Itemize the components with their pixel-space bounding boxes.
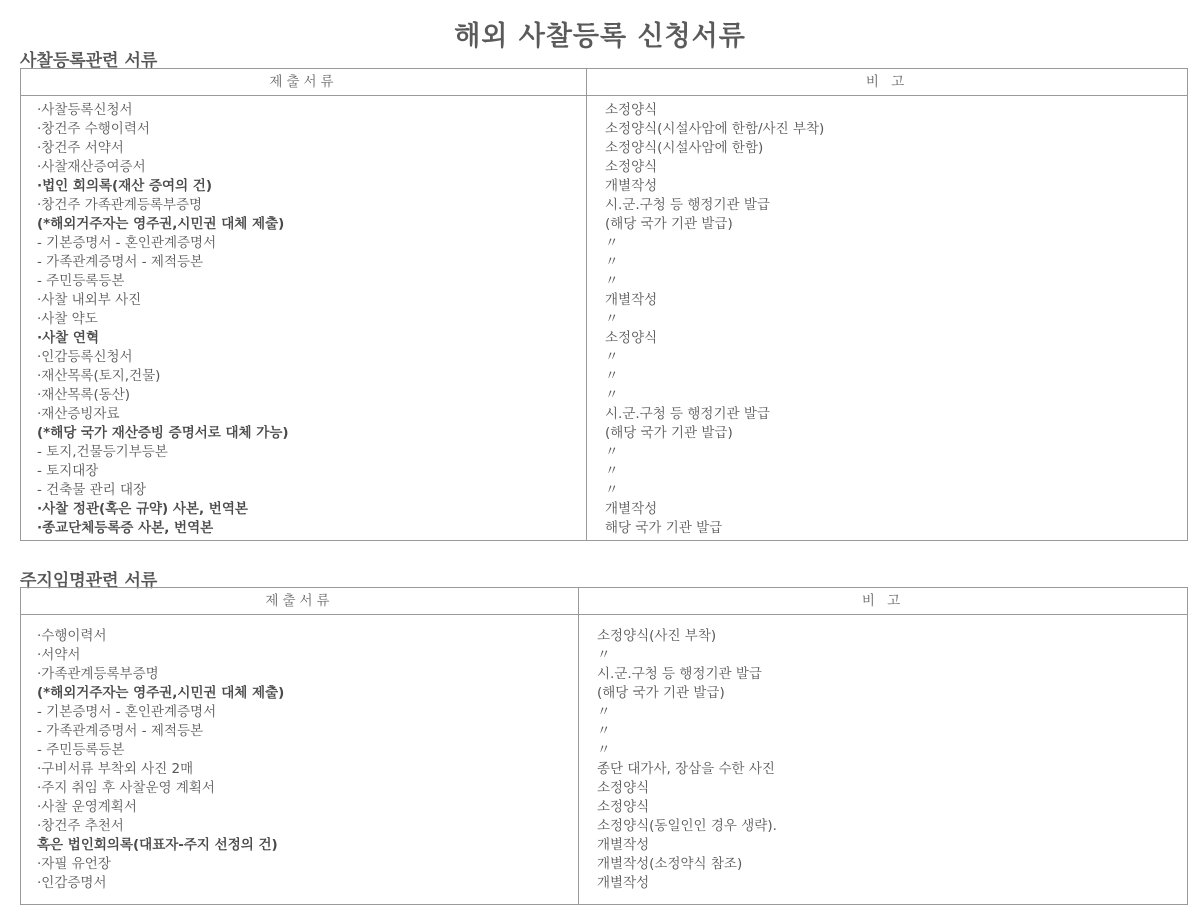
document-item: ·사찰 정관(혹은 규약) 사본, 번역본 (37, 501, 248, 517)
remark-item: 소정양식(동일인인 경우 생략). (597, 818, 777, 834)
document-item: ·인감증명서 (37, 875, 107, 891)
remark-item: 소정양식(시설사암에 한함/사진 부착) (605, 121, 825, 137)
document-item: ·재산목록(토지,건물) (37, 368, 161, 384)
document-item: ·사찰 약도 (37, 311, 98, 327)
remark-item: 〃 (597, 704, 611, 720)
document-item: ·사찰 내외부 사진 (37, 292, 142, 308)
document-item: ·창건주 가족관계등록부증명 (37, 197, 203, 213)
remark-item: 개별작성(소정약식 참조) (597, 856, 743, 872)
remark-item: (해당 국가 기관 발급) (605, 216, 733, 232)
remark-item: 소정양식 (605, 159, 658, 175)
document-item: - 토지,건물등기부등본 (37, 444, 168, 460)
document-item: ·종교단체등록증 사본, 번역본 (37, 520, 214, 536)
document-item: (*해외거주자는 영주권,시민권 대체 제출) (37, 685, 285, 701)
documents-column (37, 627, 284, 893)
remark-item: 시.군.구청 등 행정기관 발급 (597, 666, 762, 682)
remark-item: (해당 국가 기관 발급) (605, 425, 733, 441)
remark-item: 종단 대가사, 장삼을 수한 사진 (597, 761, 775, 777)
remark-item: 〃 (605, 349, 619, 365)
remark-item: 〃 (605, 273, 619, 289)
document-item: - 주민등록등본 (37, 742, 125, 758)
page-title: 해외 사찰등록 신청서류 (454, 21, 746, 52)
remarks-column (597, 627, 777, 893)
remark-item: 〃 (605, 463, 619, 479)
remark-item: 소정양식(시설사암에 한함) (605, 140, 764, 156)
table-header (21, 588, 1187, 615)
remark-item: 〃 (605, 482, 619, 498)
document-item: - 기본증명서 - 혼인관계증명서 (37, 235, 217, 251)
column-divider (586, 69, 587, 540)
document-item: (*해외거주자는 영주권,시민권 대체 제출) (37, 216, 285, 232)
header-remarks: 비 고 (865, 74, 909, 90)
remark-item: 소정양식 (605, 102, 658, 118)
document-item: ·사찰 운영계획서 (37, 799, 137, 815)
document-item: - 기본증명서 - 혼인관계증명서 (37, 704, 217, 720)
remark-item: 소정양식 (597, 780, 650, 796)
document-item: ·사찰재산증여증서 (37, 159, 146, 175)
document-item: ·사찰 연혁 (37, 330, 99, 346)
remark-item: 〃 (597, 723, 611, 739)
abbot-appointment-table (20, 587, 1188, 905)
remarks-column (605, 101, 824, 538)
remark-item: 〃 (605, 254, 619, 270)
remark-item: 해당 국가 기관 발급 (605, 520, 723, 536)
document-item: ·사찰등록신청서 (37, 102, 133, 118)
remark-item: 개별작성 (605, 501, 658, 517)
document-item: ·창건주 추천서 (37, 818, 124, 834)
document-item: - 토지대장 (37, 463, 99, 479)
document-item: ·인감등록신청서 (37, 349, 133, 365)
document-item: - 건축물 관리 대장 (37, 482, 147, 498)
document-item: ·재산목록(동산) (37, 387, 131, 403)
remark-item: 개별작성 (597, 837, 650, 853)
document-item: ·주지 취임 후 사찰운영 계획서 (37, 780, 215, 796)
remark-item: 시.군.구청 등 행정기관 발급 (605, 197, 770, 213)
document-item: - 가족관계증명서 - 제적등본 (37, 254, 204, 270)
remark-item: 소정양식 (605, 330, 658, 346)
temple-registration-table (20, 68, 1188, 541)
remark-item: 〃 (597, 647, 611, 663)
remark-item: 〃 (605, 311, 619, 327)
remark-item: 〃 (605, 235, 619, 251)
column-divider (578, 588, 579, 904)
document-item: - 주민등록등본 (37, 273, 125, 289)
header-submitted-documents: 제출서류 (265, 593, 334, 609)
document-item: ·서약서 (37, 647, 81, 663)
document-item: ·가족관계등록부증명 (37, 666, 159, 682)
remark-item: 소정양식 (597, 799, 650, 815)
remark-item: 〃 (605, 444, 619, 460)
header-remarks: 비 고 (861, 593, 905, 609)
remark-item: 〃 (597, 742, 611, 758)
document-item: ·구비서류 부착외 사진 2매 (37, 761, 194, 777)
document-item: (*해당 국가 재산증빙 증명서로 대체 가능) (37, 425, 289, 441)
remark-item: 개별작성 (605, 292, 658, 308)
document-item: ·창건주 서약서 (37, 140, 124, 156)
document-item: ·법인 회의록(재산 증여의 건) (37, 178, 213, 194)
document-item: ·수행이력서 (37, 628, 107, 644)
header-submitted-documents: 제출서류 (269, 74, 338, 90)
document-item: - 가족관계증명서 - 제적등본 (37, 723, 204, 739)
remark-item: (해당 국가 기관 발급) (597, 685, 725, 701)
document-item: ·창건주 수행이력서 (37, 121, 150, 137)
document-item: 혹은 법인회의록(대표자-주지 선정의 건) (37, 837, 278, 853)
remark-item: 개별작성 (605, 178, 658, 194)
document-item: ·재산증빙자료 (37, 406, 120, 422)
section-title-abbot-appointment: 주지임명관련 서류 (20, 571, 158, 591)
documents-column (37, 101, 289, 538)
document-item: ·자필 유언장 (37, 856, 111, 872)
remark-item: 〃 (605, 368, 619, 384)
remark-item: 개별작성 (597, 875, 650, 891)
remark-item: 〃 (605, 387, 619, 403)
table-header (21, 69, 1187, 96)
remark-item: 소정양식(사진 부착) (597, 628, 717, 644)
section-title-temple-registration: 사찰등록관련 서류 (20, 51, 158, 71)
remark-item: 시.군.구청 등 행정기관 발급 (605, 406, 770, 422)
